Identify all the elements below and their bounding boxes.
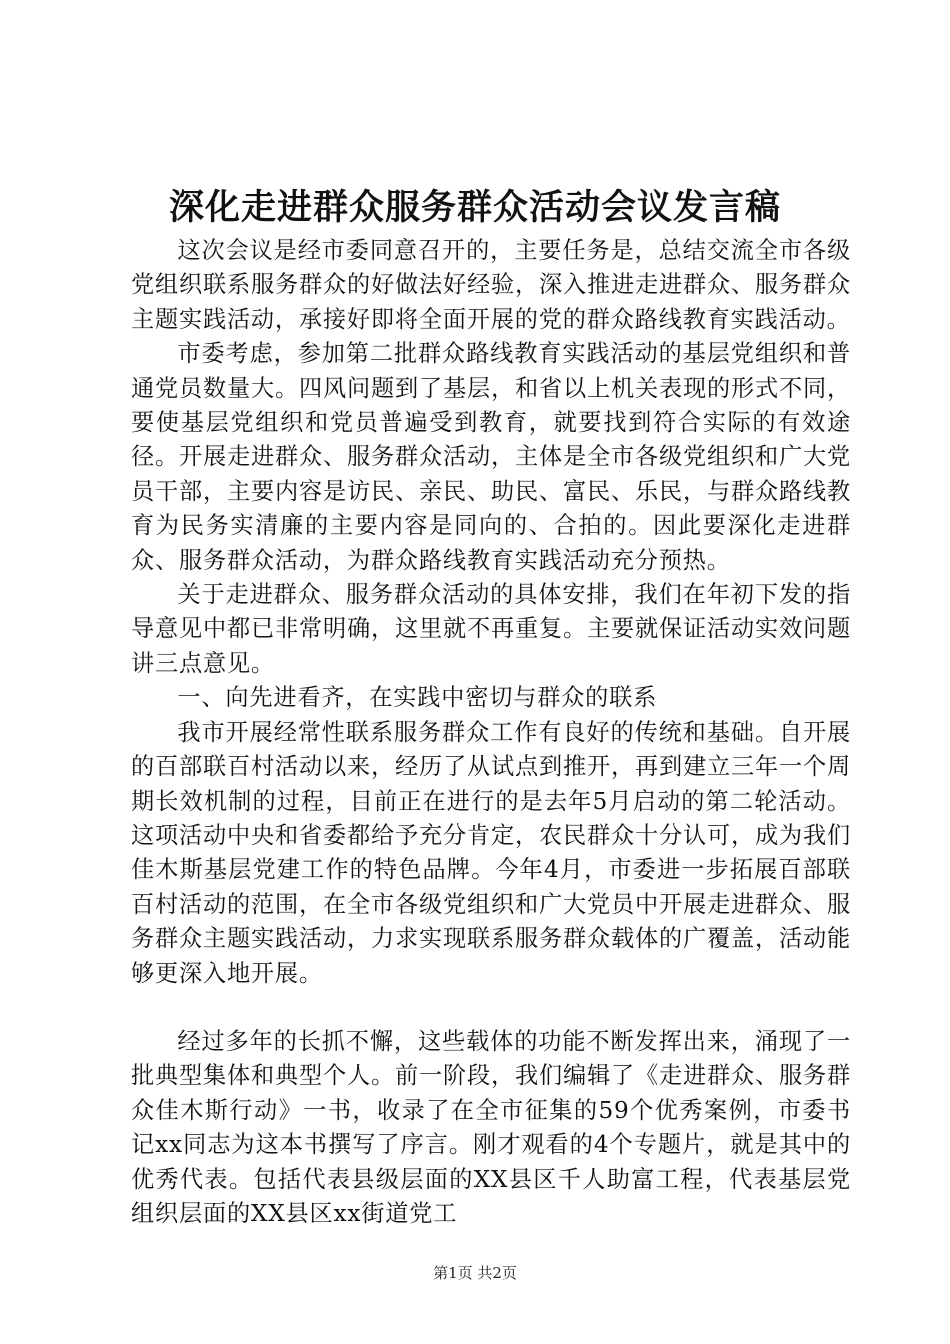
paragraph-considerations: 市委考虑，参加第二批群众路线教育实践活动的基层党组织和普通党员数量大。四风问题到了基层，和省以上机关表现的形式不同，要使基层党组织和党员普遍受到教育，就要找到符合实际的有效途径。开展走进群众、服务群众活动，主体是全市各级党组织和广大党员干部，主要内容是访民、亲民、助民、富民、乐民，与群众路线教育为民务实清廉的主要内容是同向的、合拍的。因此要深化走进群众、服务群众活动，为群众路线教育实践活动充分预热。 <box>131 340 851 574</box>
paragraph-spacer <box>131 991 851 1025</box>
paragraph-intro: 这次会议是经市委同意召开的，主要任务是，总结交流全市各级党组织联系服务群众的好做法好经验，深入推进走进群众、服务群众主题实践活动，承接好即将全面开展的党的群众路线教育实践活动。 <box>131 237 851 333</box>
paragraph-achievements: 经过多年的长抓不懈，这些载体的功能不断发挥出来，涌现了一批典型集体和典型个人。前一阶段，我们编辑了《走进群众、服务群众佳木斯行动》一书，收录了在全市征集的59个优秀案例，市委书记xx同志为这本书撰写了序言。刚才观看的4个专题片，就是其中的优秀代表。包括代表县级层面的XX县区千人助富工程，代表基层党组织层面的XX县区xx街道党工 <box>131 1027 851 1227</box>
document-body <box>131 234 851 1231</box>
document-title: 深化走进群众服务群众活动会议发言稿 <box>168 187 781 228</box>
section-heading-one: 一、向先进看齐，在实践中密切与群众的联系 <box>177 684 658 712</box>
paragraph-tradition: 我市开展经常性联系服务群众工作有良好的传统和基础。自开展的百部联百村活动以来，经历了从试点到推开，再到建立三年一个周期长效机制的过程，目前正在进行的是去年5月启动的第二轮活动。这项活动中央和省委都给予充分肯定，农民群众十分认可，成为我们佳木斯基层党建工作的特色品牌。今年4月，市委进一步拓展百部联百村活动的范围，在全市各级党组织和广大党员中开展走进群众、服务群众主题实践活动，力求实现联系服务群众载体的广覆盖，活动能够更深入地开展。 <box>131 718 851 987</box>
page-number-footer: 第1页 共2页 <box>433 1264 517 1282</box>
paragraph-arrangements: 关于走进群众、服务群众活动的具体安排，我们在年初下发的指导意见中都已非常明确，这里就不再重复。主要就保证活动实效问题讲三点意见。 <box>131 581 851 677</box>
